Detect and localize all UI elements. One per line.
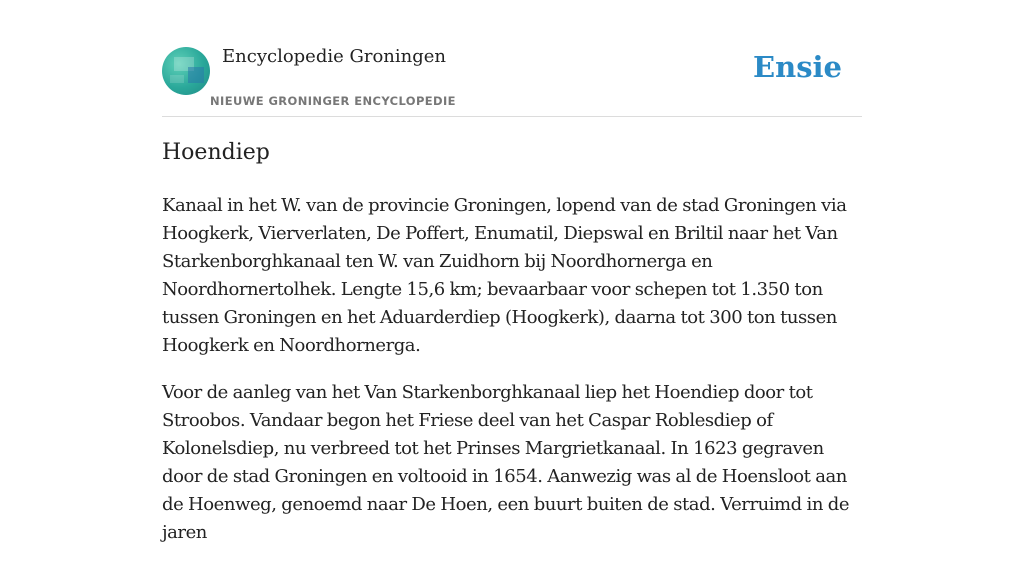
article-body <box>162 192 862 566</box>
site-logo[interactable] <box>162 47 210 95</box>
brand-logo[interactable]: Ensie <box>753 50 842 84</box>
article-paragraph: Voor de aanleg van het Van Starkenborghkanaal liep het Hoendiep door tot Stroobos. Vandaar begon het Friese deel van het Caspar Roblesdiep of Kolonelsdiep, nu verbreed tot het Prinses Margrietkanaal. In 1623 gegraven door de stad Groningen en voltooid in 1654. Aanwezig was al de Hoensloot aan de Hoenweg, genoemd naar De Hoen, een buurt buiten de stad. Verruimd in de jaren <box>162 382 850 543</box>
article-paragraph: Kanaal in het W. van de provincie Groningen, lopend van de stad Groningen via Hoogkerk, Vierverlaten, De Poffert, Enumatil, Diepswal en Briltil naar het Van Starkenborghkanaal ten W. van Zuidhorn bij Noordhornerga en Noordhornertolhek. Lengte 15,6 km; bevaarbaar voor schepen tot 1.350 ton tussen Groningen en het Aduarderdiep (Hoogkerk), daarna tot 300 ton tussen Hoogkerk en Noordhornerga. <box>162 195 847 356</box>
logo-block <box>170 75 184 83</box>
site-header <box>162 0 862 117</box>
article-title: Hoendiep <box>162 140 270 165</box>
site-title[interactable]: Encyclopedie Groningen <box>222 46 447 67</box>
logo-block <box>188 67 204 83</box>
site-subtitle: NIEUWE GRONINGER ENCYCLOPEDIE <box>210 94 456 108</box>
